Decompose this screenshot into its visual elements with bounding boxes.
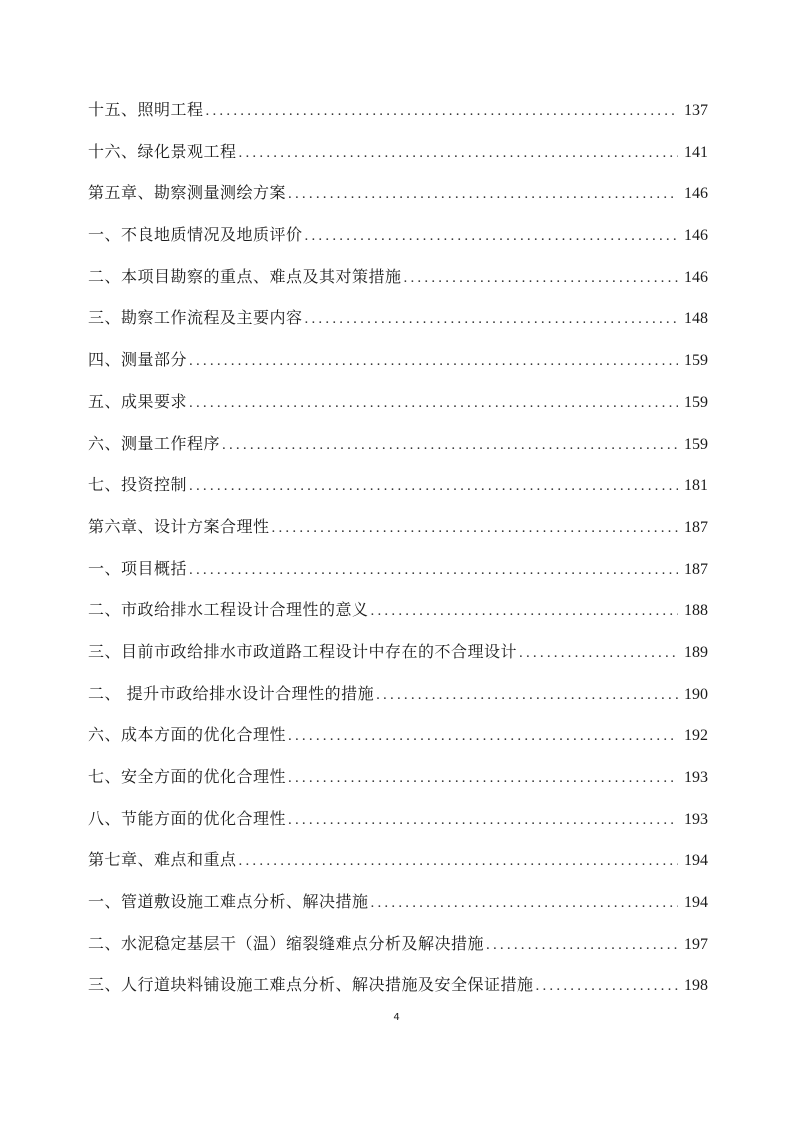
toc-entry-page: 190 [684,685,708,703]
dot-leader [519,638,678,668]
toc-entry-title: 三、勘察工作流程及主要内容 [88,308,303,328]
toc-entry-title: 五、成果要求 [88,391,188,411]
toc-entry[interactable] [88,929,708,971]
toc-entry[interactable] [88,554,708,596]
toc-entry-title: 四、测量部分 [88,350,188,370]
dot-leader [288,179,678,209]
toc-entry[interactable] [88,637,708,679]
toc-entry[interactable] [88,512,708,554]
dot-leader [189,471,678,501]
toc-entry-title: 一、不良地质情况及地质评价 [88,225,303,245]
dot-leader [486,930,678,960]
dot-leader [376,680,678,710]
dot-leader [288,805,678,835]
toc-entry-page: 188 [684,602,708,620]
toc-entry-page: 159 [684,393,708,411]
toc-entry-title: 六、成本方面的优化合理性 [88,725,287,745]
toc-entry-title: 第七章、难点和重点 [88,850,237,870]
dot-leader [189,555,678,585]
toc-entry-page: 146 [684,185,708,203]
dot-leader [206,96,678,126]
page-number: 4 [393,1012,400,1023]
dot-leader [371,888,678,918]
toc-entry-title: 三、目前市政给排水市政道路工程设计中存在的不合理设计 [88,641,518,661]
toc-entry-title: 二、 提升市政给排水设计合理性的措施 [88,683,375,703]
toc-entry[interactable] [88,345,708,387]
toc-entry[interactable] [88,720,708,762]
toc-entry[interactable] [88,845,708,887]
toc-entry-title: 第六章、设计方案合理性 [88,516,270,536]
dot-leader [239,846,678,876]
toc-entry-page: 189 [684,643,708,661]
dot-leader [404,263,678,293]
toc-entry[interactable] [88,262,708,304]
toc-entry-title: 七、投资控制 [88,475,188,495]
toc-entry-page: 137 [684,102,708,119]
toc-entry-title: 二、水泥稳定基层干（温）缩裂缝难点分析及解决措施 [88,933,485,953]
toc-entry[interactable] [88,804,708,846]
toc-entry-page: 146 [684,227,708,245]
dot-leader [371,596,678,626]
toc-entry[interactable] [88,970,708,1012]
toc-entry-page: 193 [684,810,708,828]
toc-entry[interactable] [88,220,708,262]
toc-entry[interactable] [88,95,708,137]
toc-entry[interactable] [88,679,708,721]
toc-entry[interactable] [88,595,708,637]
toc-entry-title: 第五章、勘察测量测绘方案 [88,183,287,203]
toc-entry-page: 198 [684,977,708,995]
toc-entry-title: 八、节能方面的优化合理性 [88,808,287,828]
dot-leader [288,721,678,751]
toc-entry-page: 194 [684,852,708,870]
toc-entry[interactable] [88,178,708,220]
toc-entry[interactable] [88,137,708,179]
toc-entry-title: 七、安全方面的优化合理性 [88,767,287,786]
dot-leader [536,971,678,1001]
dot-leader [189,346,678,376]
toc-entry-title: 一、管道敷设施工难点分析、解决措施 [88,892,369,912]
dot-leader [305,221,678,251]
toc-entry[interactable] [88,887,708,929]
toc-entry-page: 197 [684,935,708,953]
toc-entry-title: 一、项目概括 [88,558,188,578]
toc-entry-title: 二、本项目勘察的重点、难点及其对策措施 [88,266,402,286]
toc-entry-page: 187 [684,560,708,578]
toc-entry[interactable] [88,387,708,429]
dot-leader [189,388,678,418]
toc-entry-page: 159 [684,352,708,370]
toc-entry-page: 194 [684,894,708,912]
table-of-contents [88,95,708,1012]
toc-entry-page: 159 [684,435,708,453]
toc-entry-page: 148 [684,310,708,328]
toc-entry[interactable] [88,429,708,471]
toc-entry-title: 二、市政给排水工程设计合理性的意义 [88,600,369,620]
toc-entry-page: 146 [684,268,708,286]
dot-leader [222,430,678,460]
toc-entry[interactable] [88,470,708,512]
toc-entry-page: 187 [684,518,708,536]
toc-entry-page: 193 [684,769,708,786]
toc-entry[interactable] [88,303,708,345]
dot-leader [239,138,678,168]
toc-entry-title: 六、测量工作程序 [88,433,221,453]
toc-entry-title: 三、人行道块料铺设施工难点分析、解决措施及安全保证措施 [88,975,534,995]
toc-entry-title: 十六、绿化景观工程 [88,141,237,161]
toc-entry-page: 192 [684,727,708,745]
toc-entry-page: 181 [684,477,708,495]
toc-entry-title: 十五、照明工程 [88,100,204,119]
toc-entry[interactable] [88,762,708,804]
dot-leader [305,304,678,334]
toc-entry-page: 141 [684,143,708,161]
dot-leader [272,513,678,543]
dot-leader [288,763,678,793]
